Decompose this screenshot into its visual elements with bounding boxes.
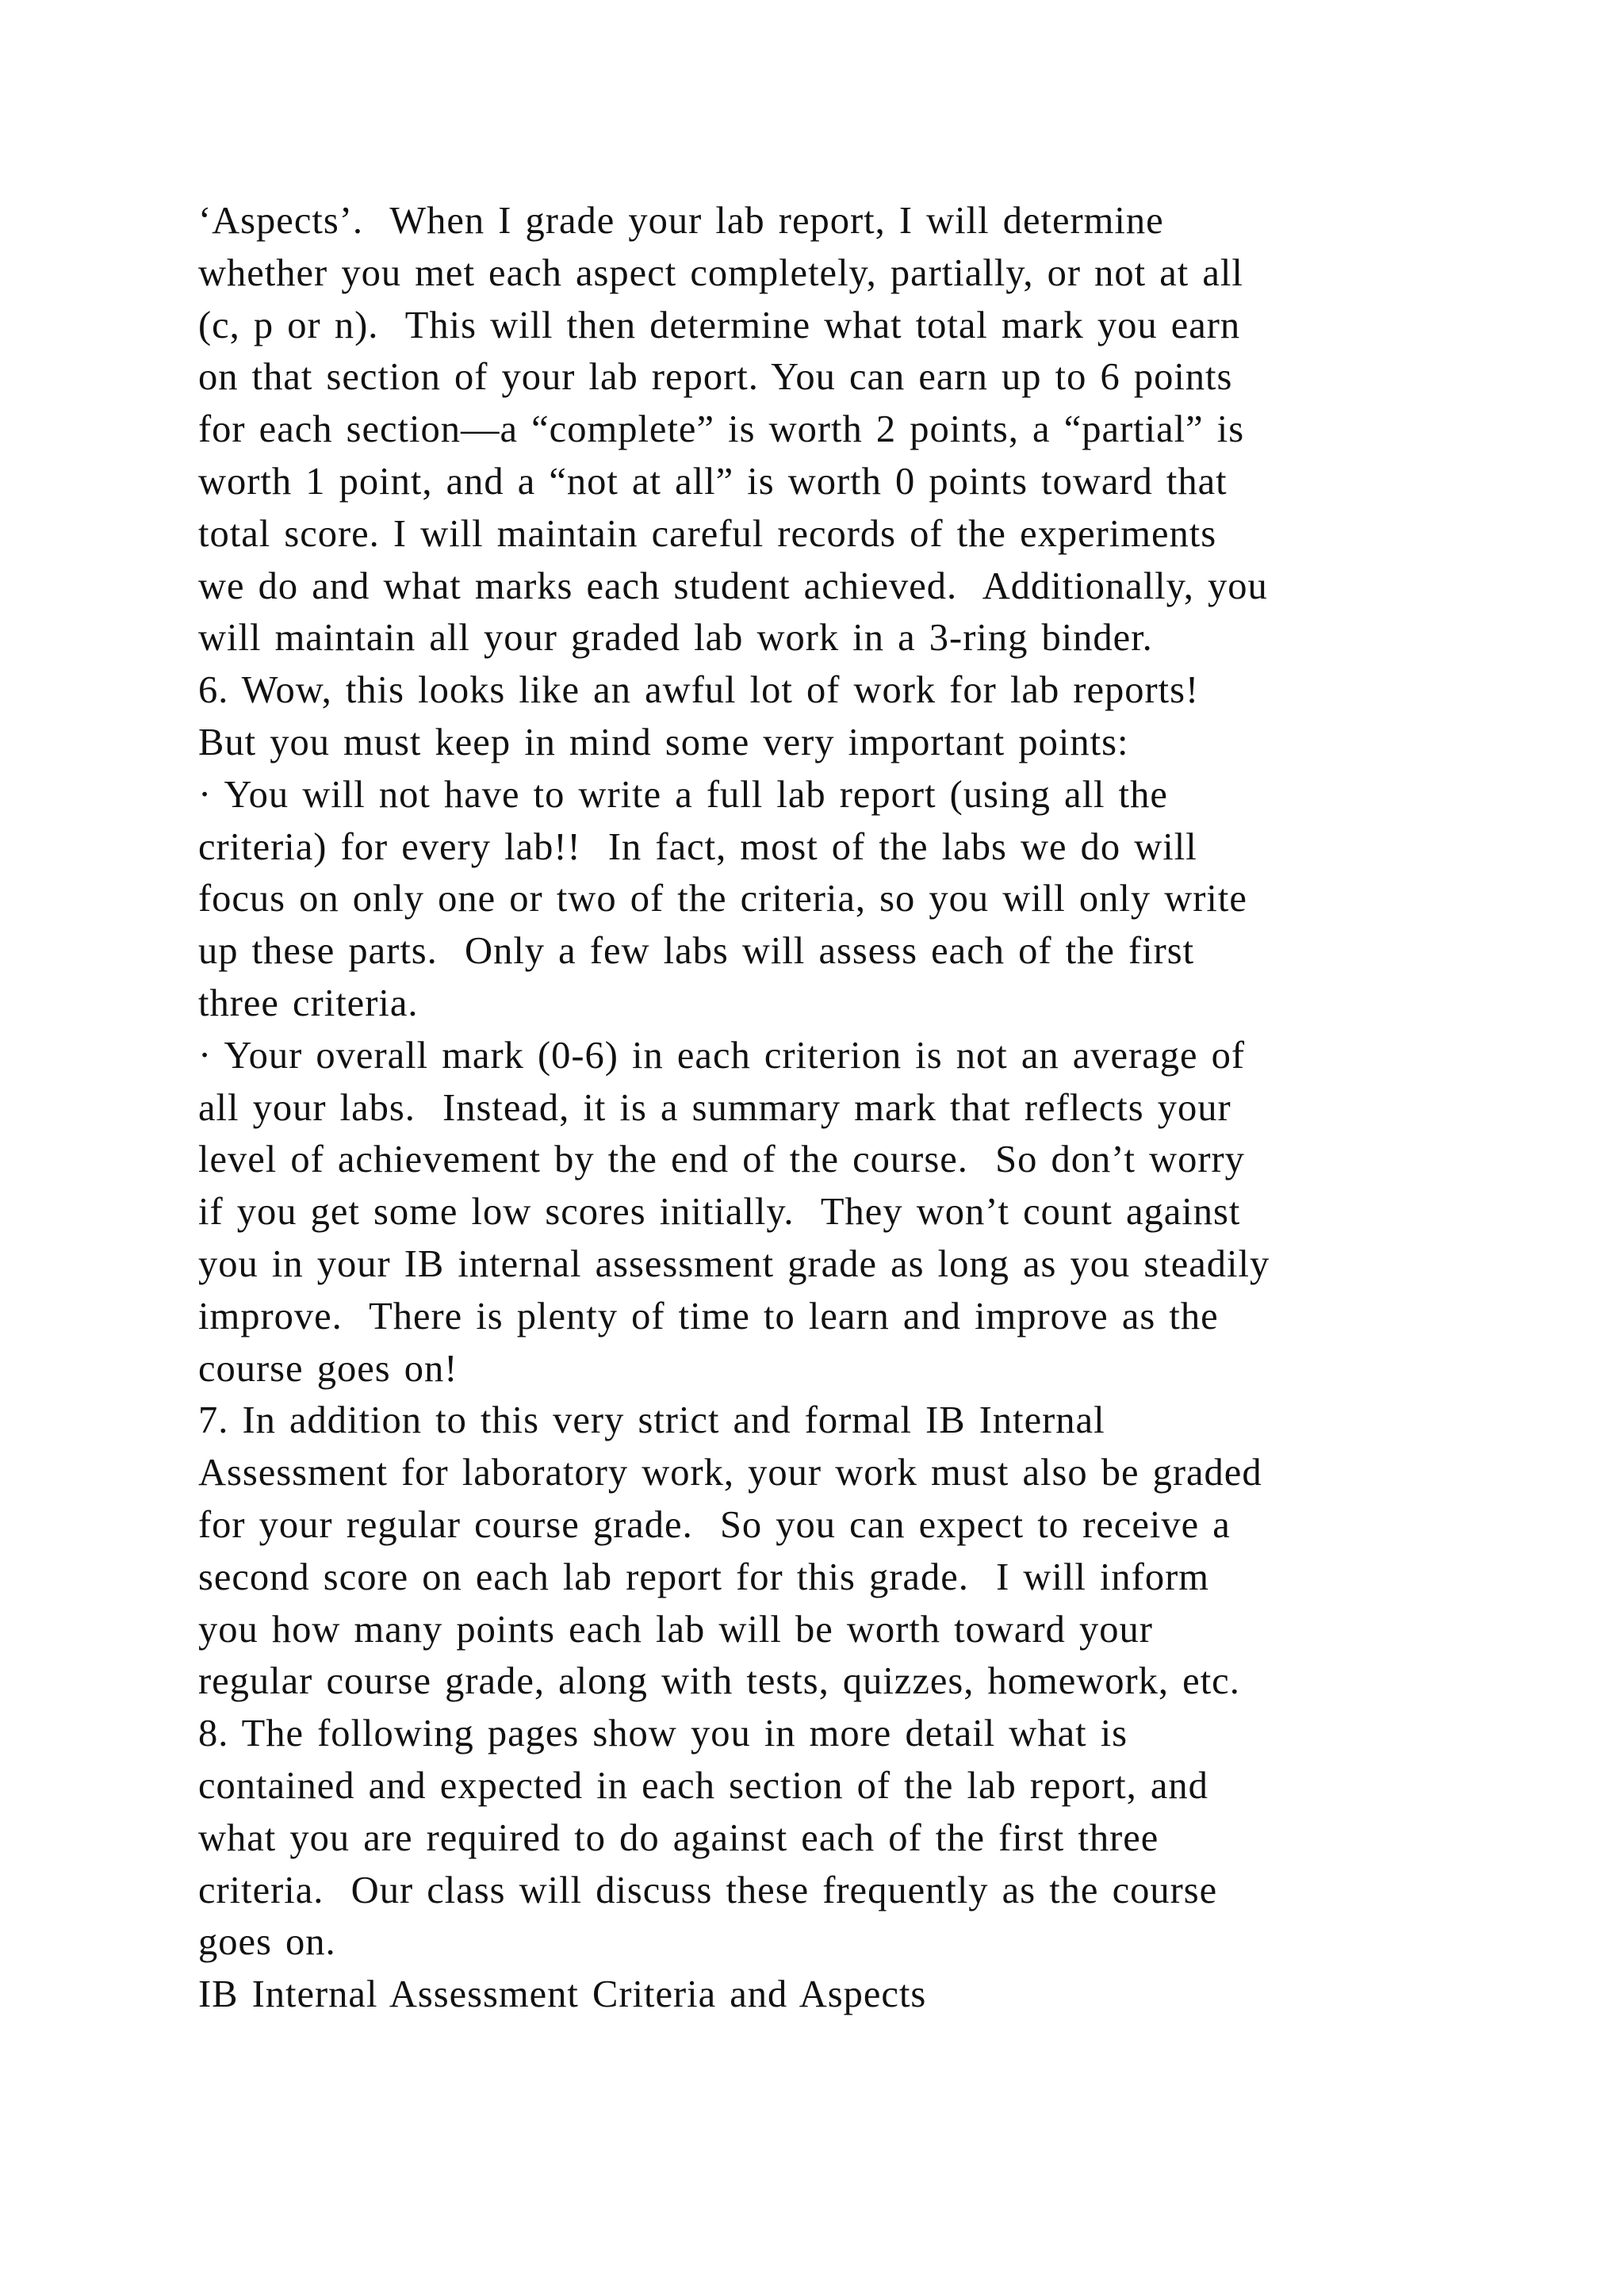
text-line: total score. I will maintain careful records of the experiments — [198, 512, 1217, 555]
text-line: you how many points each lab will be worth toward your — [198, 1608, 1153, 1651]
text-line: will maintain all your graded lab work in a 3-ring binder. — [198, 617, 1153, 660]
text-line: level of achievement by the end of the course. So don’t worry — [198, 1138, 1245, 1181]
text-line: But you must keep in mind some very important points: — [198, 721, 1129, 763]
text-line: whether you met each aspect completely, partially, or not at all — [198, 251, 1243, 294]
text-line: criteria. Our class will discuss these frequently as the course — [198, 1869, 1218, 1911]
list-item-6: 6. Wow, this looks like an awful lot of work for lab reports! — [198, 669, 1200, 712]
list-item-7: 7. In addition to this very strict and formal IB Internal — [198, 1399, 1105, 1442]
text-line: criteria) for every lab!! In fact, most of the labs we do will — [198, 825, 1197, 868]
text-line: Assessment for laboratory work, your work must also be graded — [198, 1452, 1262, 1494]
document-body — [198, 195, 1530, 2021]
text-line: on that section of your lab report. You can earn up to 6 points — [198, 356, 1233, 399]
text-line: goes on. — [198, 1921, 336, 1964]
list-item-8: 8. The following pages show you in more detail what is — [198, 1712, 1128, 1755]
text-line: regular course grade, along with tests, quizzes, homework, etc. — [198, 1660, 1240, 1703]
bullet-item: · You will not have to write a full lab report (using all the — [198, 773, 1168, 816]
text-line: three criteria. — [198, 982, 419, 1024]
text-line: for each section—a “complete” is worth 2 points, a “partial” is — [198, 408, 1245, 451]
section-heading: IB Internal Assessment Criteria and Aspects — [198, 1973, 927, 2016]
text-line: second score on each lab report for this grade. I will inform — [198, 1556, 1209, 1598]
bullet-item: · Your overall mark (0-6) in each criterion is not an average of — [198, 1034, 1246, 1077]
text-line: up these parts. Only a few labs will assess each of the first — [198, 930, 1195, 973]
text-line: (c, p or n). This will then determine what total mark you earn — [198, 304, 1241, 346]
text-line: contained and expected in each section of the lab report, and — [198, 1764, 1208, 1807]
text-line: all your labs. Instead, it is a summary mark that reflects your — [198, 1086, 1231, 1129]
text-line: if you get some low scores initially. They won’t count against — [198, 1191, 1241, 1234]
text-line: improve. There is plenty of time to learn and improve as the — [198, 1295, 1219, 1337]
text-line: ‘Aspects’. When I grade your lab report, I will determine — [198, 200, 1164, 242]
text-line: you in your IB internal assessment grade as long as you steadily — [198, 1242, 1270, 1285]
text-line: worth 1 point, and a “not at all” is worth 0 points toward that — [198, 460, 1228, 503]
text-line: for your regular course grade. So you can expect to receive a — [198, 1503, 1231, 1546]
text-line: what you are required to do against each of the first three — [198, 1816, 1159, 1859]
text-line: course goes on! — [198, 1347, 458, 1390]
text-line: focus on only one or two of the criteria, so you will only write — [198, 878, 1247, 920]
text-line: we do and what marks each student achieved. Additionally, you — [198, 564, 1268, 607]
